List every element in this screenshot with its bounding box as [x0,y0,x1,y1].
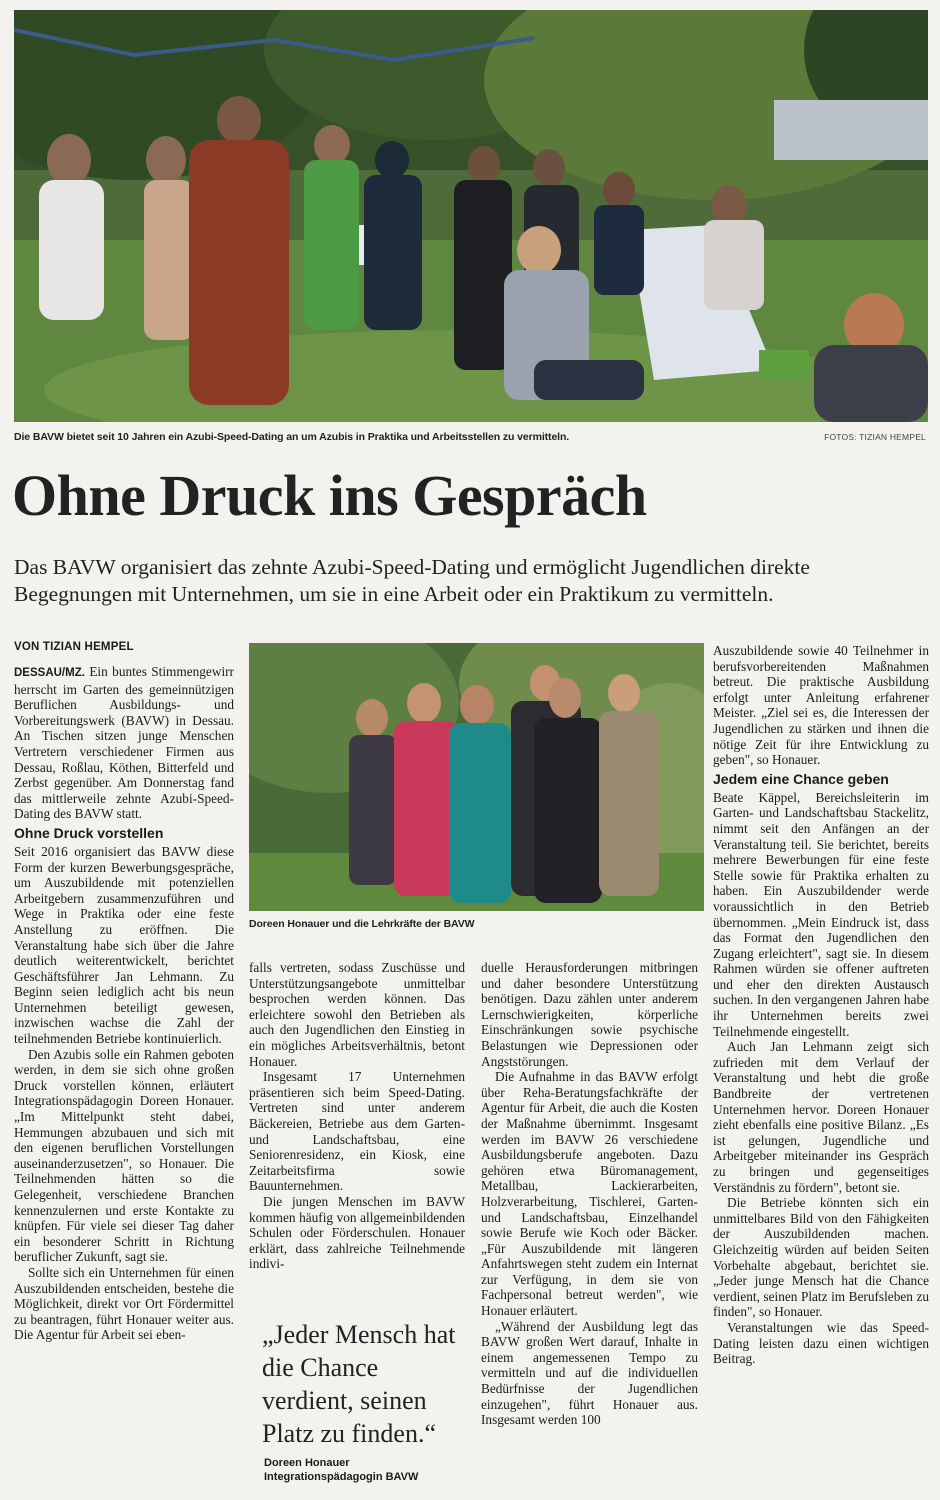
paragraph: Seit 2016 organisiert das BAVW diese Form der kurzen Bewerbungsgespräche, um Auszubildende mit potenziellen Arbeitgebern zusammenzuführen und Wege in Praktika oder eine feste Anstellung zu eröffnen. Die Veranstaltung habe sich über die Jahre deutlich weiterentwickelt, berichtet Geschäftsführer Jan Lehmann. Zu Beginn seien lediglich acht bis neun Unternehmen beteiligt gewesen, inzwischen wachse die Zahl der teilnehmenden Betriebe kontinuierlich. [14,843,234,1047]
subheading: Ohne Druck vorstellen [14,824,164,841]
paragraph: Auszubildende sowie 40 Teilnehmer in berufsvorbereitenden Maßnahmen betreut. Die praktische Ausbildung erfolgt unter Anleitung erfahrener Meister. „Ziel sei es, die Interessen der Jugendlichen zu stärken und ihnen die nötige Zeit für ihre Entwicklung zu geben", so Honauer. [713,643,929,768]
paragraph: Den Azubis solle ein Rahmen geboten werden, in dem sie sich ohne großen Druck vorstellen können, erläutert Integrationspädagogin Doreen Honauer. „Im Mittelpunkt steht dabei, Hemmungen abzubauen und sich mit den eigenen beruflichen Vorstellungen auseinanderzusetzen", so Honauer. Die Teilnehmenden hätten so die Gelegenheit, verschiedene Branchen kennenzulernen und erste Kontakte zu knüpfen. Für viele sei dieser Tag daher ein besonderer Schritt in Richtung beruflicher Zukunft, sagt sie. [14,1046,234,1265]
paragraph: falls vertreten, sodass Zuschüsse und Unterstützungsangebote unmittelbar besprochen werden können. Das erleichtere sowohl den Betrieben als auch den Jugendlichen den Einstieg in ein mögliches Arbeitsverhältnis, betont Honauer. [249,960,465,1069]
article-column-2 [249,960,465,1272]
subheading: Jedem eine Chance geben [713,770,889,787]
paragraph: Auch Jan Lehmann zeigt sich zufrieden mit dem Verlauf der Veranstaltung und hebt die große Bandbreite der vertretenen Unternehmen hervor. Doreen Honauer zieht ebenfalls eine positive Bilanz. „Es ist gelungen, Jugendliche und Arbeitgeber miteinander ins Gespräch zu bringen und gegenseitiges Verständnis zu fördern", betont sie. [713,1039,929,1195]
photo-credit: FOTOS: TIZIAN HEMPEL [824,432,926,442]
paragraph: „Während der Ausbildung legt das BAVW großen Wert darauf, Inhalte in einem angemessenen Tempo zu vermitteln und auf die individuellen Bedürfnisse der Jugendlichen einzugehen", führt Honauer aus. Insgesamt werden 100 [481,1318,698,1428]
dateline: DESSAU/MZ. [14,667,85,679]
paragraph: Die Betriebe könnten sich ein unmittelbares Bild von den Fähigkeiten der Auszubildenden machen. Gleichzeitig würden auf beiden Seiten Vorbehalte abgebaut, berichtet sie. „Jeder junge Mensch hat die Chance verdient, seinen Platz im Berufsleben zu finden", so Honauer. [713,1195,929,1320]
paragraph: Die Aufnahme in das BAVW erfolgt über Reha-Beratungsfachkräfte der Agentur für Arbeit, die auch die Kosten der Maßnahme übernimmt. Insgesamt werden im BAVW 26 verschiedene Ausbildungsberufe angeboten. Dazu gehören etwa Büromanagement, Metallbau, Lackierarbeiten, Holzverarbeitung, Tischlerei, Garten- und Landschaftsbau, Einzelhandel sowie Berufe wie Koch oder Bäcker. „Für Auszubildende mit längeren Anfahrtswegen steht zudem ein Internat zur Verfügung, in dem sie von Fachpersonal betreut werden", wie Honauer erläutert. [481,1069,698,1319]
paragraph: Beate Käppel, Bereichsleiterin im Garten- und Landschaftsbau Stackelitz, nimmt seit den Anfängen an der Veranstaltung teil. Sie berichtet, bereits mehrere Bewerbungen für eine feste Stelle sowie für Praktika erhalten zu haben. Ein Auszubildender werde voraussichtlich in den Betrieb übernommen. „Mein Eindruck ist, dass das Format den Jugendlichen den Zugang erleichtert", sagt sie. In diesem Rahmen würden sie offener auftreten und eher den direkten Austausch suchen. In den vergangenen Jahren habe ihr Unternehmen bereits zwei Teilnehmende eingestellt. [713,789,929,1039]
quote-author-role: Integrationspädagogin BAVW [264,1471,419,1483]
article-column-3 [481,960,698,1428]
subheadline: Das BAVW organisiert das zehnte Azubi-Speed-Dating und ermöglicht Jugendlichen direkte Begegnungen mit Unternehmen, um sie in eine Arbeit oder ein Praktikum zu vermitteln. [14,555,810,606]
headline: Ohne Druck ins Gespräch [12,463,647,528]
paragraph: Die jungen Menschen im BAVW kommen häufig von allgemeinbildenden Schulen oder Förderschulen. Honauer erklärt, dass zahlreiche Teilnehmende indivi- [249,1193,465,1272]
top-photo-caption: Die BAVW bietet seit 10 Jahren ein Azubi-Speed-Dating an um Azubis in Praktika und Arbeitsstellen zu vermitteln. [14,431,570,443]
article-column-4 [713,643,929,1367]
teachers-group-photo [249,643,704,911]
paragraph-text: Ein buntes Stimmengewirr herrscht im Garten des gemeinnützigen Beruflichen Ausbildungs- und Vorbereitungswerk (BAVW) in Dessau. An Tischen sitzen junge Menschen Vertretern verschiedener Firmen aus Dessau, Roßlau, Köthen, Bitterfeld und Zerbst gegenüber. Am Donnerstag fand das mittlerweile zehnte Azubi-Speed-Dating des BAVW statt. [14,664,234,822]
quote-author-name: Doreen Honauer [264,1457,350,1469]
paragraph [14,664,234,822]
group-photo-caption: Doreen Honauer und die Lehrkräfte der BAVW [249,918,475,930]
pull-quote: „Jeder Mensch hat die Chance verdient, seinen Platz zu finden.“ [262,1320,456,1448]
paragraph: Veranstaltungen wie das Speed-Dating leisten dazu einen wichtigen Beitrag. [713,1319,929,1367]
paragraph: Insgesamt 17 Unternehmen präsentieren sich beim Speed-Dating. Vertreten sind unter anderem Bäckereien, Betriebe aus dem Garten- und Landschaftsbau, eine Seniorenresidenz, ein Kiosk, eine Zeitarbeitsfirma sowie Bauunternehmen. [249,1069,465,1194]
paragraph: Sollte sich ein Unternehmen für einen Auszubildenden entscheiden, bestehe die Möglichkeit, direkt vor Ort Fördermittel zu beantragen, führt Honauer weiter aus. Die Agentur für Arbeit sei eben- [14,1264,234,1343]
speed-dating-garden-photo [14,10,928,422]
article-column-1 [14,664,234,1343]
paragraph: duelle Herausforderungen mitbringen und daher besondere Unterstützung benötigen. Dazu zählen unter anderem Lernschwierigkeiten, körperliche Einschränkungen sowie psychische Belastungen wie Depressionen oder Angststörungen. [481,960,698,1069]
pull-quote-attribution [264,1456,418,1484]
byline: VON TIZIAN HEMPEL [14,641,134,653]
